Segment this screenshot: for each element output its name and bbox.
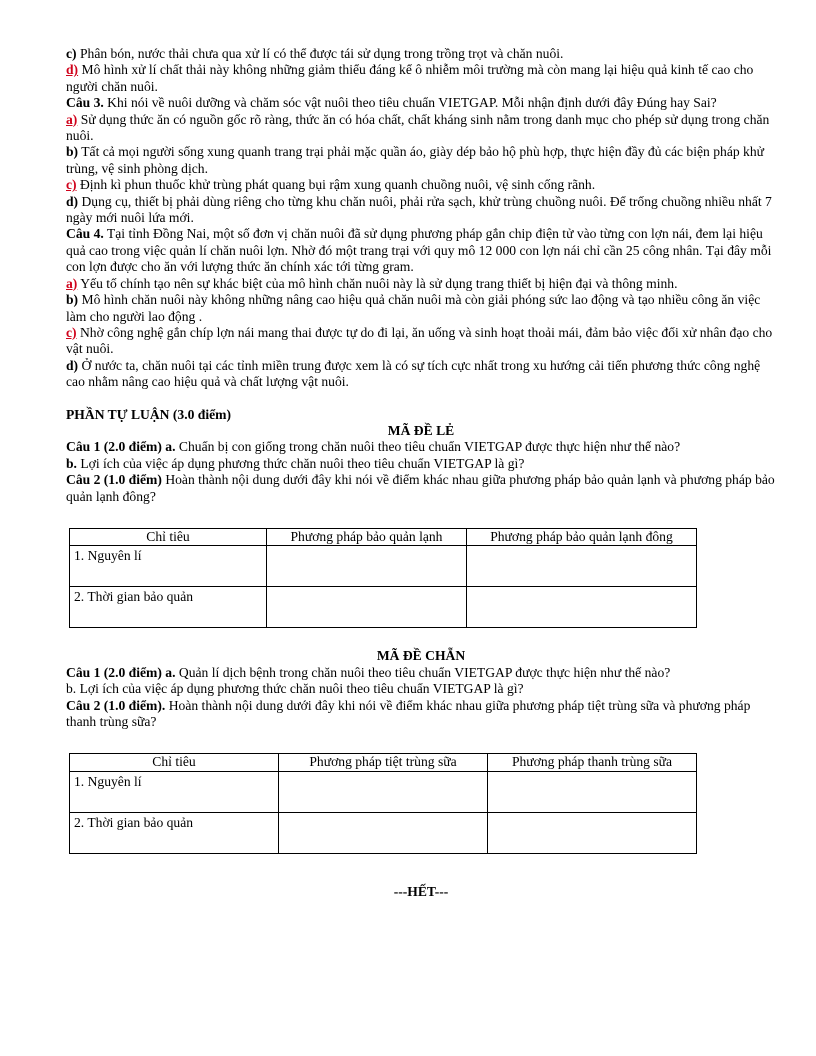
table-row-label: 1. Nguyên lí <box>70 771 279 812</box>
question-4: Câu 4. Tại tỉnh Đồng Nai, một số đơn vị chăn nuôi đã sử dụng phương pháp gắn chip điện tử vào từng con lợn nái, đem lại hiệu quả cao trong việc quản lí chăn nuôi lợn. Nhờ đó một trang trại với quy mô 12 000 con lợn nái chỉ cần 25 công nhân. Tại đây mỗi con lợn được cho ăn với lượng thức ăn chính xác tới từng gram. <box>66 226 772 275</box>
q2-option-c: c) Phân bón, nước thải chưa qua xử lí có thể được tái sử dụng trong trồng trọt và chăn nuôi. <box>66 46 564 61</box>
table-header-method-1: Phương pháp bảo quản lạnh <box>267 528 467 545</box>
even-exam-code: MÃ ĐỀ CHẴN <box>376 648 466 664</box>
q4-option-a: a) Yếu tố chính tạo nên sự khác biệt của mô hình chăn nuôi này là sử dụng trang thiết bị hiện đại và thông minh. <box>66 275 678 291</box>
end-marker: ---HẾT--- <box>393 883 449 899</box>
even-question-1: Câu 1 (2.0 điểm) a. Quản lí dịch bệnh trong chăn nuôi theo tiêu chuẩn VIETGAP được thực hiện như thế nào? <box>66 664 671 680</box>
odd-exam-code: MÃ ĐỀ LẺ <box>387 422 455 438</box>
table-row-label: 1. Nguyên lí <box>70 546 267 587</box>
table-header-method-2: Phương pháp bảo quản lạnh đông <box>467 528 697 545</box>
q3-option-d: d) Dụng cụ, thiết bị phải dùng riêng cho từng khu chăn nuôi, phải rửa sạch, khử trùng chuồng nuôi. Để trống chuồng nhiều nhất 7 ngày mới nuôi lứa mới. <box>66 193 772 226</box>
q3-option-a: a) Sử dụng thức ăn có nguồn gốc rõ ràng, thức ăn có hóa chất, chất kháng sinh nằm trong danh mục cho phép sử dụng trong chăn nuôi. <box>66 111 770 144</box>
odd-question-2: Câu 2 (1.0 điểm) Hoàn thành nội dung dưới đây khi nói về điểm khác nhau giữa phương pháp bảo quản lạnh và phương pháp bảo quản lạnh đông? <box>66 472 775 504</box>
table-cell-empty <box>267 546 467 587</box>
table-cell-empty <box>267 587 467 628</box>
q4-option-d: d) Ở nước ta, chăn nuôi tại các tỉnh miền trung được xem là có sự tích cực nhất trong xu hướng cải tiến phương thức công nghệ cao nhằm nâng cao hiệu quả và chất lượng vật nuôi. <box>66 357 761 390</box>
q4-option-c: c) Nhờ công nghệ gắn chíp lợn nái mang thai được tự do đi lại, ăn uống và sinh hoạt thoải mái, đảm bảo việc đối xử nhân đạo cho vật nuôi. <box>66 324 773 357</box>
answer-mark: a) <box>66 275 78 291</box>
table-header-method-2: Phương pháp thanh trùng sữa <box>488 754 697 771</box>
q2-option-d: d) Mô hình xử lí chất thải này không những giảm thiểu đáng kể ô nhiễm môi trường mà còn mang lại hiệu quả kinh tế cao cho người chăn nuôi. <box>66 62 754 94</box>
q3-option-b: b) Tất cả mọi người sống xung quanh trang trại phải mặc quần áo, giày dép bảo hộ phù hợp, thực hiện đầy đủ các biện pháp khử trùng, vệ sinh phòng dịch. <box>66 144 765 176</box>
table-cell-empty <box>279 771 488 812</box>
odd-question-1: Câu 1 (2.0 điểm) a. Chuẩn bị con giống trong chăn nuôi theo tiêu chuẩn VIETGAP được thực hiện như thế nào? <box>66 439 681 455</box>
table-cell-empty <box>467 587 697 628</box>
table-cell-empty <box>279 812 488 853</box>
answer-mark: c) <box>66 324 77 340</box>
even-question-2: Câu 2 (1.0 điểm). Hoàn thành nội dung dưới đây khi nói về điểm khác nhau giữa phương pháp tiệt trùng sữa và phương pháp thanh trùng sữa? <box>66 697 751 729</box>
question-3: Câu 3. Khi nói về nuôi dưỡng và chăm sóc vật nuôi theo tiêu chuẩn VIETGAP. Mỗi nhận định dưới đây Đúng hay Sai? <box>66 95 717 111</box>
table-row-label: 2. Thời gian bảo quản <box>70 812 279 853</box>
even-question-1b: b. Lợi ích của việc áp dụng phương thức chăn nuôi theo tiêu chuẩn VIETGAP là gì? <box>66 681 524 697</box>
table-row-label: 2. Thời gian bảo quản <box>70 587 267 628</box>
table-cell-empty <box>488 812 697 853</box>
table-header-criteria: Chỉ tiêu <box>70 754 279 771</box>
odd-comparison-table <box>69 528 697 628</box>
exam-page <box>66 46 776 900</box>
table-header-criteria: Chỉ tiêu <box>70 528 267 545</box>
q4-option-b: b) Mô hình chăn nuôi này không những nâng cao hiệu quả chăn nuôi mà còn giải phóng sức lao động và tạo nhiều công ăn việc làm cho người lao động . <box>66 292 761 324</box>
table-cell-empty <box>488 771 697 812</box>
even-comparison-table <box>69 753 697 853</box>
q3-option-c: c) Định kì phun thuốc khử trùng phát quang bụi rậm xung quanh chuồng nuôi, vệ sinh cống rãnh. <box>66 177 596 193</box>
answer-mark: d) <box>66 62 79 78</box>
table-cell-empty <box>467 546 697 587</box>
answer-mark: a) <box>66 111 78 127</box>
answer-mark: c) <box>66 177 77 193</box>
odd-question-1b: b. Lợi ích của việc áp dụng phương thức chăn nuôi theo tiêu chuẩn VIETGAP là gì? <box>66 455 525 471</box>
table-header-method-1: Phương pháp tiệt trùng sữa <box>279 754 488 771</box>
essay-section-title: PHẦN TỰ LUẬN (3.0 điểm) <box>66 406 232 422</box>
